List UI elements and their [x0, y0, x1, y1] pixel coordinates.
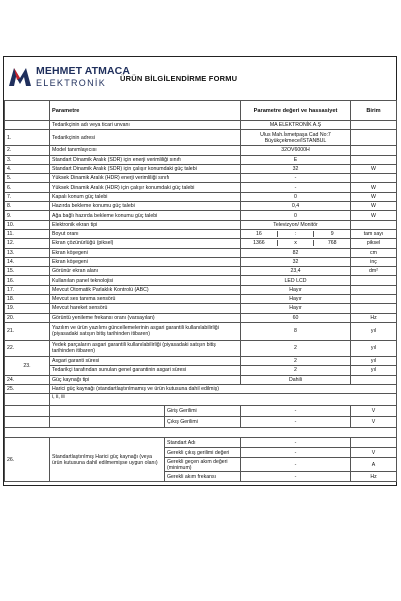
- row-description: Tedarikçinin adı veya ticari unvanı: [50, 121, 241, 130]
- row-value: Ulus Mah.İsmetpaşa Cad No:7 Büyükçekmece/İSTANBUL: [241, 130, 351, 146]
- row-value: Hayır: [241, 285, 351, 294]
- row-number: 8.: [5, 202, 50, 211]
- row-description: Tedarikçinin adresi: [50, 130, 241, 146]
- row-value: E: [241, 155, 351, 164]
- row-description: Standart Dinamik Aralık (SDR) için enerji verimliliği sınıfı: [50, 155, 241, 164]
- row-description: Ekran köşegeni: [50, 248, 241, 257]
- table-row: [5, 220, 397, 229]
- table-row: [5, 121, 397, 130]
- row-label: Çıkış Gerilimi: [165, 417, 241, 428]
- row-value: -: [241, 448, 351, 458]
- table-row: [5, 322, 397, 340]
- row-value: -: [241, 174, 351, 183]
- row-unit: Hz: [351, 472, 397, 482]
- table-row: [5, 211, 397, 220]
- row-unit: W: [351, 192, 397, 201]
- table-row-12: 12. Ekran çözünürlüğü (piksel) 1366 x 768 piksel: [5, 239, 397, 248]
- row-description: Yazılım ve ürün yazılımı güncellemelerinin asgari garantili kullanılabilirliği (piyasadaki satışın bitiş tarihinden itibaren): [50, 322, 241, 340]
- header-value: Parametre değeri ve hassasiyet: [241, 101, 351, 121]
- row-value: Televizyon/ Monitör: [241, 220, 351, 229]
- row-number: 26.: [5, 438, 50, 482]
- row-number: 17.: [5, 285, 50, 294]
- row-description: Mevcut hareket sensörü: [50, 304, 241, 313]
- product-info-table: [4, 100, 397, 482]
- row-unit: V: [351, 448, 397, 458]
- table-row: [5, 174, 397, 183]
- table-row: [5, 304, 397, 313]
- table-row-23b: Tedarikçi tarafından sunulan genel garantinin asgari süresi 2 yıl: [5, 366, 397, 375]
- row-unit: cm: [351, 248, 397, 257]
- table-row-25b: i, ii, iii: [5, 394, 397, 406]
- row-description: Standartlaştırılmış Harici güç kaynağı (veya ürün kutusuna dahil edilmemişse uygun olanı): [50, 438, 165, 482]
- row-unit: [351, 304, 397, 313]
- row-unit: [351, 146, 397, 155]
- company-logo: [6, 62, 131, 94]
- table-row: [5, 257, 397, 266]
- table-row: [5, 202, 397, 211]
- row-label: Gerekli akım frekansı: [165, 472, 241, 482]
- row-value: 60: [241, 313, 351, 322]
- table-row: [5, 183, 397, 192]
- table-row: [5, 130, 397, 146]
- row-description: Mevcut Otomatik Parlaklık Kontrolü (ABC): [50, 285, 241, 294]
- row-description: Kullanılan panel teknolojisi: [50, 276, 241, 285]
- row-value: Hayır: [241, 304, 351, 313]
- table-header-row: [5, 101, 397, 121]
- row-number: 20.: [5, 313, 50, 322]
- table-row: [5, 406, 397, 417]
- table-row-24: 24. Güç kaynağı tipi Dahili: [5, 375, 397, 384]
- row-unit: [351, 174, 397, 183]
- row-value: 32: [241, 257, 351, 266]
- row-value: -: [241, 458, 351, 472]
- row-unit: inç: [351, 257, 397, 266]
- row-label: Gerekli geçen akım değeri (minimum): [165, 458, 241, 472]
- table-row: [5, 146, 397, 155]
- row-value: 82: [241, 248, 351, 257]
- row-description: Standart Dinamik Aralık (SDR) için çalışır konumdaki güç talebi: [50, 164, 241, 173]
- table-row: [5, 417, 397, 428]
- table-row-26-spacer: [5, 428, 397, 438]
- row-unit: [351, 295, 397, 304]
- table-row: [5, 267, 397, 276]
- row-number: 6.: [5, 183, 50, 192]
- row-number: 16.: [5, 276, 50, 285]
- row-number: 9.: [5, 211, 50, 220]
- row-unit: [351, 276, 397, 285]
- row-number: 5.: [5, 174, 50, 183]
- table-row: [5, 155, 397, 164]
- row-value: -: [241, 417, 351, 428]
- row-description: Görüntü yenileme frekansı oranı (varsayılan): [50, 313, 241, 322]
- row-value: -: [241, 472, 351, 482]
- row-number: 13.: [5, 248, 50, 257]
- row-value: -: [241, 438, 351, 448]
- table-row: [5, 164, 397, 173]
- logo-m-icon: [8, 64, 32, 88]
- table-row: [5, 248, 397, 257]
- row-unit: W: [351, 211, 397, 220]
- row-unit: [351, 220, 397, 229]
- row-number: 2.: [5, 146, 50, 155]
- row-value: 32: [241, 164, 351, 173]
- row-value: 32OV6000H: [241, 146, 351, 155]
- row-number: 4.: [5, 164, 50, 173]
- row-unit: yıl: [351, 322, 397, 340]
- row-label: Standart Adı: [165, 438, 241, 448]
- row-number: 3.: [5, 155, 50, 164]
- header-param: Parametre: [50, 101, 241, 121]
- table-row-22: 22. Yedek parçaların asgari garantili kullanılabilirliği (piyasadaki satışın bitiş tarihinden itibaren) 2 yıl: [5, 340, 397, 356]
- row-label: Gerekli çıkış gerilimi değeri: [165, 448, 241, 458]
- form-title: ÜRÜN BİLGİLENDİRME FORMU: [120, 74, 238, 83]
- row-number: 15.: [5, 267, 50, 276]
- header-unit: Birim: [351, 101, 397, 121]
- row-unit: W: [351, 183, 397, 192]
- row-unit: W: [351, 202, 397, 211]
- row-unit: dm²: [351, 267, 397, 276]
- table-row-11: 11. Boyut oranı 16 : 9 tam sayı: [5, 229, 397, 238]
- row-description: Mevcut ses tanıma sensörü: [50, 295, 241, 304]
- row-unit: [351, 285, 397, 294]
- table-row: [5, 438, 397, 448]
- row-unit: A: [351, 458, 397, 472]
- row-number: 7.: [5, 192, 50, 201]
- row-unit: [351, 121, 397, 130]
- row-value: 0: [241, 192, 351, 201]
- row-unit: V: [351, 417, 397, 428]
- row-number: 1.: [5, 130, 50, 146]
- table-row-25: 25. Harici güç kaynağı (standartlaştırılmamış ve ürün kutusuna dahil edilmiş): [5, 384, 397, 393]
- row-value: Hayır: [241, 295, 351, 304]
- table-row-23a: 23. Asgari garanti süresi 2 yıl: [5, 356, 397, 365]
- table-row: [5, 295, 397, 304]
- row-description: Görünür ekran alanı: [50, 267, 241, 276]
- row-label: Giriş Gerilimi: [165, 406, 241, 417]
- table-row: [5, 285, 397, 294]
- row-description: Model tanımlayıcısı: [50, 146, 241, 155]
- table-row: [5, 192, 397, 201]
- row-description: Hazırda bekleme konumu güç talebi: [50, 202, 241, 211]
- row-value: 0,4: [241, 202, 351, 211]
- row-unit: [351, 155, 397, 164]
- row-unit: Hz: [351, 313, 397, 322]
- row-unit: [351, 130, 397, 146]
- row-value: 23,4: [241, 267, 351, 276]
- row-unit: [351, 438, 397, 448]
- row-value: 8: [241, 322, 351, 340]
- row-description: Elektronik ekran tipi: [50, 220, 241, 229]
- row-description: Kapalı konum güç talebi: [50, 192, 241, 201]
- row-unit: W: [351, 164, 397, 173]
- row-number: [5, 121, 50, 130]
- table-row: [5, 276, 397, 285]
- row-number: 19.: [5, 304, 50, 313]
- row-number: 14.: [5, 257, 50, 266]
- logo-line1: MEHMET ATMACA: [36, 65, 131, 77]
- row-number: 18.: [5, 295, 50, 304]
- row-number: 10.: [5, 220, 50, 229]
- row-unit: V: [351, 406, 397, 417]
- row-value: -: [241, 183, 351, 192]
- logo-line2: ELEKTRONİK: [36, 78, 107, 88]
- row-value: LED LCD: [241, 276, 351, 285]
- row-value: 0: [241, 211, 351, 220]
- row-number: 21.: [5, 322, 50, 340]
- row-description: Yüksek Dinamik Aralık (HDR) enerji verimliliği sınıfı: [50, 174, 241, 183]
- row-description: Ağa bağlı hazırda bekleme konumu güç talebi: [50, 211, 241, 220]
- table-row: [5, 313, 397, 322]
- row-description: Yüksek Dinamik Aralık (HDR) için çalışır konumdaki güç talebi: [50, 183, 241, 192]
- row-value: -: [241, 406, 351, 417]
- row-value: MA ELEKTRONİK A.Ş: [241, 121, 351, 130]
- row-description: Ekran köşegeni: [50, 257, 241, 266]
